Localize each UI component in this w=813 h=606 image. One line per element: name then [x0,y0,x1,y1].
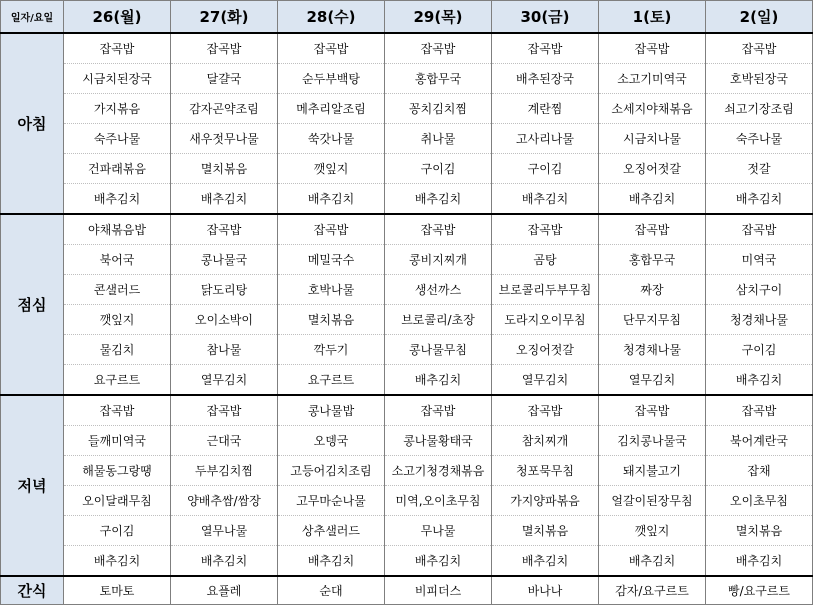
menu-cell: 열무김치 [599,365,706,396]
menu-cell: 잡곡밥 [706,214,813,245]
table-row [1,275,813,305]
menu-cell: 홍합무국 [385,64,492,94]
meal-label: 점심 [1,214,64,395]
menu-cell: 잡곡밥 [385,214,492,245]
snack-cell: 감자/요구르트 [599,576,706,605]
table-row [1,395,813,426]
table-row [1,335,813,365]
menu-cell: 잡곡밥 [599,214,706,245]
table-row [1,516,813,546]
menu-cell: 시금치나물 [599,124,706,154]
snack-cell: 빵/요구르트 [706,576,813,605]
menu-cell: 오이소박이 [171,305,278,335]
snack-cell: 토마토 [64,576,171,605]
menu-cell: 무나물 [385,516,492,546]
menu-cell: 멸치볶음 [171,154,278,184]
menu-cell: 잡곡밥 [278,33,385,64]
menu-cell: 미역국 [706,245,813,275]
menu-cell: 숙주나물 [64,124,171,154]
menu-cell: 배추김치 [385,365,492,396]
menu-cell: 야채볶음밥 [64,214,171,245]
menu-cell: 삼치구이 [706,275,813,305]
meal-label: 아침 [1,33,64,214]
menu-cell: 단무지무침 [599,305,706,335]
menu-cell: 구이김 [492,154,599,184]
menu-cell: 짜장 [599,275,706,305]
menu-cell: 오징어젓갈 [599,154,706,184]
menu-cell: 배추김치 [385,546,492,577]
menu-cell: 콩나물국 [171,245,278,275]
menu-cell: 배추김치 [492,546,599,577]
menu-cell: 쇠고기장조림 [706,94,813,124]
menu-cell: 청경채나물 [599,335,706,365]
day-header: 28(수) [278,1,385,34]
menu-cell: 잡곡밥 [278,214,385,245]
menu-cell: 홍합무국 [599,245,706,275]
meal-label: 저녁 [1,395,64,576]
day-header: 2(일) [706,1,813,34]
menu-cell: 배추김치 [171,546,278,577]
day-header: 1(토) [599,1,706,34]
menu-cell: 메밀국수 [278,245,385,275]
menu-cell: 열무나물 [171,516,278,546]
menu-cell: 잡곡밥 [599,395,706,426]
table-row [1,154,813,184]
table-row [1,305,813,335]
snack-cell: 바나나 [492,576,599,605]
menu-cell: 요구르트 [278,365,385,396]
menu-cell: 깻잎지 [64,305,171,335]
menu-cell: 잡곡밥 [171,33,278,64]
menu-cell: 물김치 [64,335,171,365]
date-day-header: 일자/요일 [1,1,64,34]
menu-cell: 젓갈 [706,154,813,184]
menu-cell: 배추김치 [599,184,706,215]
menu-cell: 잡곡밥 [385,33,492,64]
menu-cell: 콩나물무침 [385,335,492,365]
meal-label: 간식 [1,576,64,605]
menu-cell: 배추김치 [599,546,706,577]
menu-cell: 열무김치 [171,365,278,396]
meal-body [1,33,813,605]
menu-cell: 잡곡밥 [385,395,492,426]
day-header: 26(월) [64,1,171,34]
menu-cell: 상추샐러드 [278,516,385,546]
menu-cell: 구이김 [385,154,492,184]
menu-cell: 잡곡밥 [706,395,813,426]
menu-cell: 돼지불고기 [599,456,706,486]
menu-cell: 배추김치 [706,546,813,577]
table-row [1,124,813,154]
menu-cell: 참치찌개 [492,426,599,456]
menu-cell: 건파래볶음 [64,154,171,184]
menu-cell: 가지양파볶음 [492,486,599,516]
menu-cell: 김치콩나물국 [599,426,706,456]
table-row [1,64,813,94]
menu-cell: 시금치된장국 [64,64,171,94]
day-header: 30(금) [492,1,599,34]
menu-cell: 호박나물 [278,275,385,305]
menu-cell: 잡채 [706,456,813,486]
menu-cell: 청포묵무침 [492,456,599,486]
menu-cell: 얼갈이된장무침 [599,486,706,516]
header-row [1,1,813,34]
menu-cell: 새우젓무나물 [171,124,278,154]
day-header: 29(목) [385,1,492,34]
menu-cell: 오뎅국 [278,426,385,456]
table-row [1,546,813,577]
menu-cell: 가지볶음 [64,94,171,124]
menu-cell: 고등어김치조림 [278,456,385,486]
table-row [1,456,813,486]
menu-cell: 깍두기 [278,335,385,365]
menu-cell: 잡곡밥 [599,33,706,64]
snack-cell: 순대 [278,576,385,605]
menu-cell: 소세지야채볶음 [599,94,706,124]
menu-cell: 깻잎지 [599,516,706,546]
menu-cell: 멸치볶음 [278,305,385,335]
menu-cell: 참나물 [171,335,278,365]
menu-cell: 배추김치 [385,184,492,215]
menu-cell: 호박된장국 [706,64,813,94]
menu-cell: 콩나물황태국 [385,426,492,456]
menu-cell: 잡곡밥 [64,395,171,426]
menu-cell: 잡곡밥 [706,33,813,64]
menu-cell: 배추김치 [706,365,813,396]
menu-cell: 메추리알조림 [278,94,385,124]
menu-cell: 소고기청경채볶음 [385,456,492,486]
menu-cell: 닭도리탕 [171,275,278,305]
table-row [1,184,813,215]
menu-cell: 곰탕 [492,245,599,275]
menu-cell: 청경채나물 [706,305,813,335]
menu-cell: 해물동그랑땡 [64,456,171,486]
table-row [1,486,813,516]
menu-cell: 오이달래무침 [64,486,171,516]
snack-cell: 비피더스 [385,576,492,605]
menu-cell: 멸치볶음 [492,516,599,546]
menu-cell: 배추김치 [64,546,171,577]
menu-cell: 배추김치 [492,184,599,215]
table-row [1,214,813,245]
menu-cell: 요구르트 [64,365,171,396]
menu-cell: 콘샐러드 [64,275,171,305]
menu-cell: 잡곡밥 [492,214,599,245]
menu-cell: 고사리나물 [492,124,599,154]
menu-cell: 두부김치찜 [171,456,278,486]
menu-cell: 쑥갓나물 [278,124,385,154]
menu-cell: 소고기미역국 [599,64,706,94]
menu-cell: 감자곤약조림 [171,94,278,124]
table-row [1,426,813,456]
menu-cell: 배추김치 [278,546,385,577]
menu-cell: 배추김치 [278,184,385,215]
menu-cell: 도라지오이무침 [492,305,599,335]
table-row [1,365,813,396]
menu-cell: 고무마순나물 [278,486,385,516]
table-row [1,94,813,124]
menu-cell: 북어국 [64,245,171,275]
menu-cell: 열무김치 [492,365,599,396]
menu-cell: 콩비지찌개 [385,245,492,275]
menu-cell: 오징어젓갈 [492,335,599,365]
menu-cell: 숙주나물 [706,124,813,154]
table-row [1,245,813,275]
menu-cell: 잡곡밥 [492,33,599,64]
menu-cell: 양배추쌈/쌈장 [171,486,278,516]
menu-cell: 북어계란국 [706,426,813,456]
menu-cell: 잡곡밥 [64,33,171,64]
menu-cell: 미역,오이초무침 [385,486,492,516]
menu-cell: 콩나물밥 [278,395,385,426]
menu-cell: 오이초무침 [706,486,813,516]
day-header: 27(화) [171,1,278,34]
menu-cell: 배추된장국 [492,64,599,94]
menu-cell: 순두부백탕 [278,64,385,94]
menu-cell: 잡곡밥 [492,395,599,426]
menu-cell: 들깨미역국 [64,426,171,456]
menu-cell: 멸치볶음 [706,516,813,546]
menu-cell: 근대국 [171,426,278,456]
menu-cell: 브로콜리두부무침 [492,275,599,305]
table-row [1,33,813,64]
menu-cell: 구이김 [64,516,171,546]
menu-cell: 브로콜리/초장 [385,305,492,335]
menu-cell: 잡곡밥 [171,214,278,245]
snack-cell: 요플레 [171,576,278,605]
menu-cell: 배추김치 [706,184,813,215]
menu-cell: 구이김 [706,335,813,365]
menu-cell: 취나물 [385,124,492,154]
menu-cell: 달걀국 [171,64,278,94]
menu-cell: 잡곡밥 [171,395,278,426]
menu-cell: 배추김치 [64,184,171,215]
menu-cell: 꽁치김치찜 [385,94,492,124]
menu-cell: 깻잎지 [278,154,385,184]
snack-row [1,576,813,605]
menu-cell: 계란찜 [492,94,599,124]
menu-cell: 생선까스 [385,275,492,305]
menu-cell: 배추김치 [171,184,278,215]
